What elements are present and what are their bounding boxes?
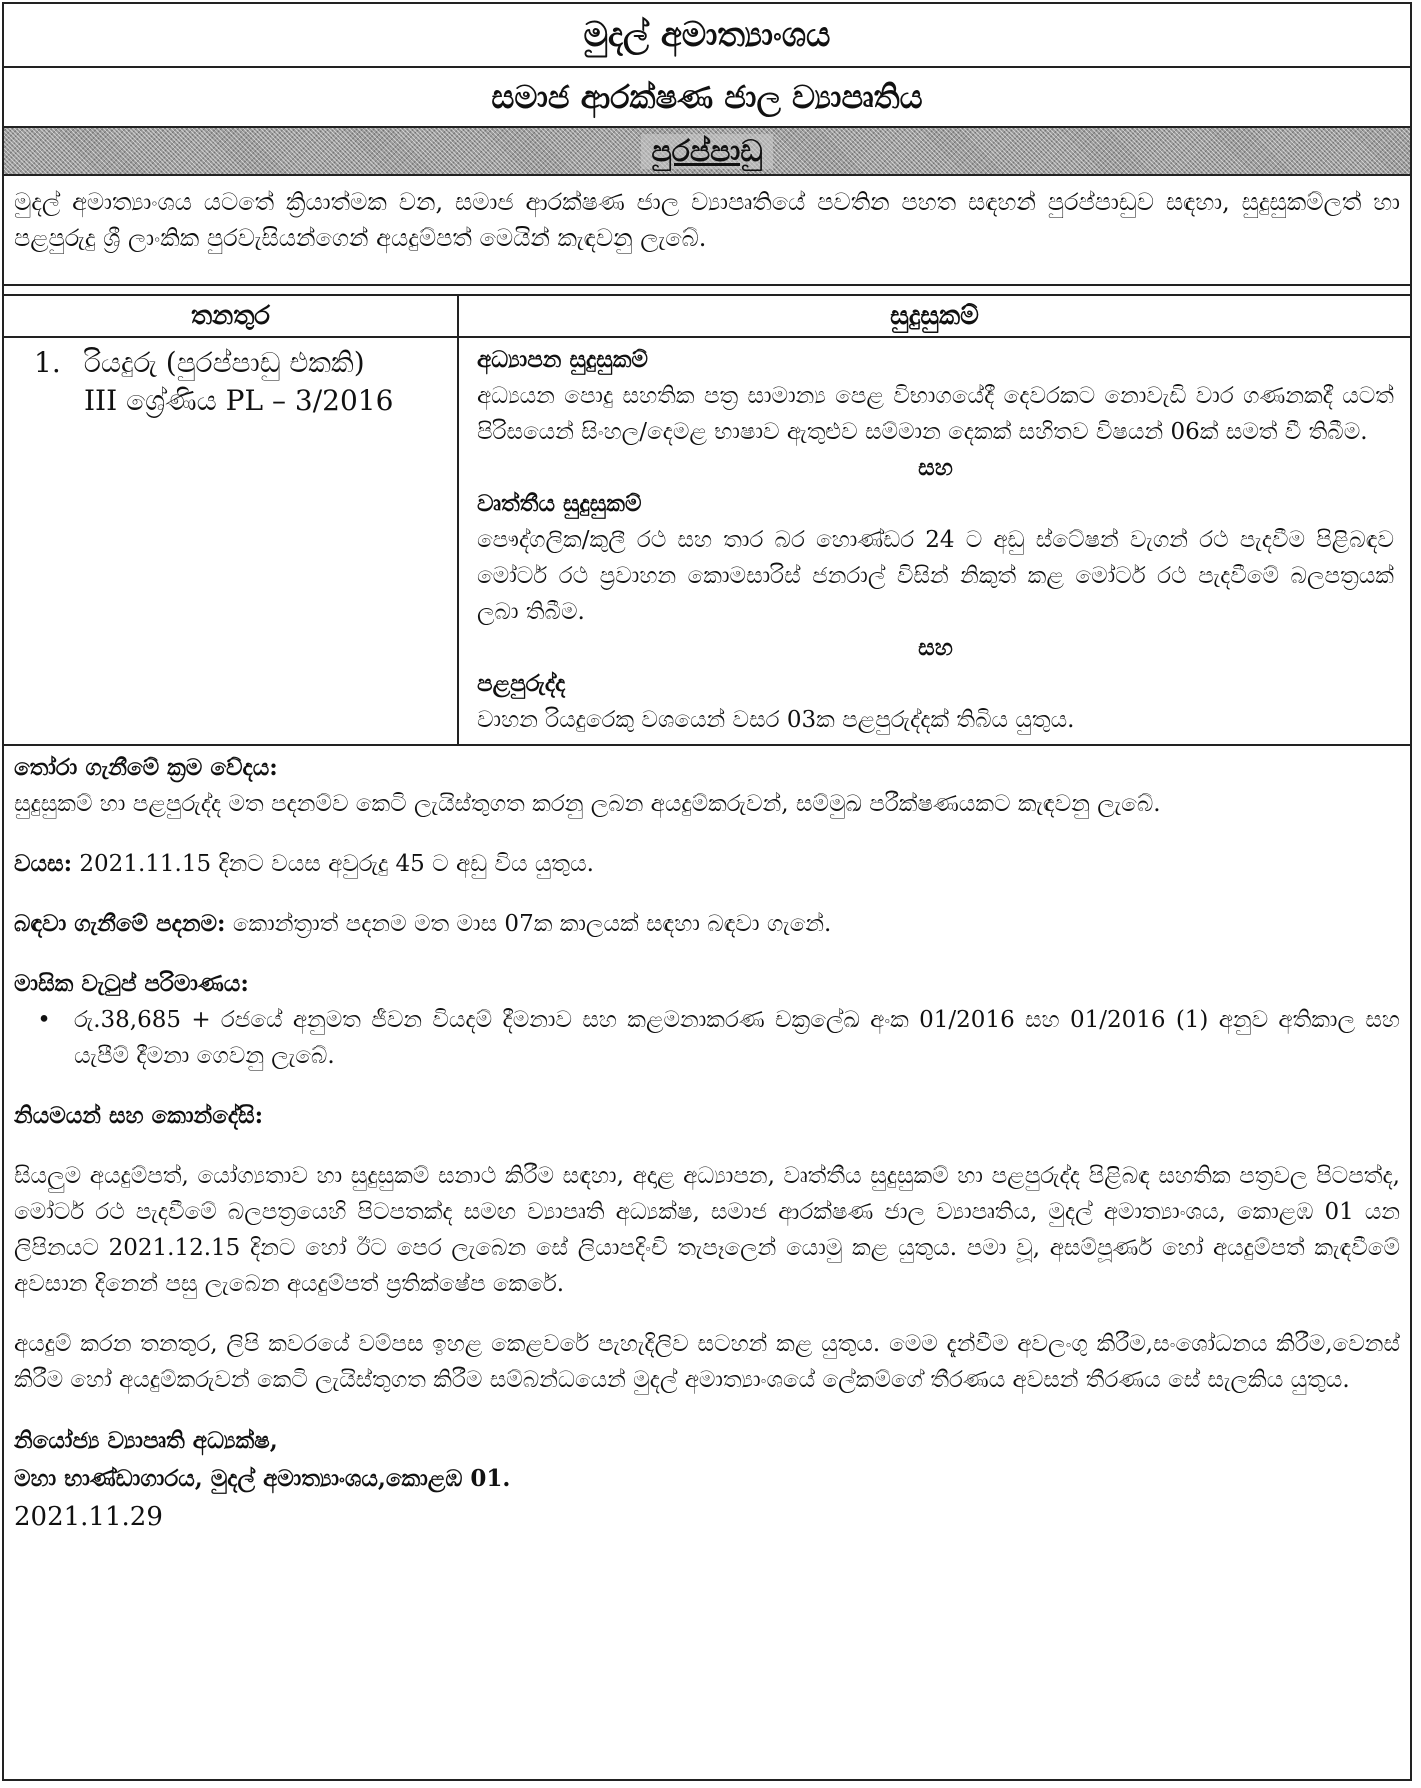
position-header: තනතුර xyxy=(4,296,457,338)
exp-heading: පළපුරුද්ද xyxy=(477,670,566,697)
age-line xyxy=(14,846,1400,882)
prof-text: පෞද්ගලික/කුලී රථ සහ තාර බර හොණ්ඩර 24 ට අඩු ස්ටේෂන් වැගන් රථ පැදවීම පිළිබඳව මෝටර් රථ ප්‍රවාහන කොමසාරිස් ජනරාල් විසින් නිකුත් කළ මෝටර් රථ පැදවීමේ බලපත්‍රයක් ලබා තිබීම. xyxy=(477,527,1394,625)
notice-date: 2021.11.29 xyxy=(14,1502,163,1532)
position-column xyxy=(4,296,459,744)
and-separator: සහ xyxy=(918,634,953,661)
exp-text: වාහන රියදුරෙකු වශයෙන් වසර 03ක පළපුරුද්දක් තිබිය යුතුය. xyxy=(477,707,1075,733)
selection-heading: තෝරා ගැනීමේ ක්‍රම වේදය: xyxy=(14,754,278,781)
salary-heading: මාසික වැටුප් පරිමාණය: xyxy=(14,970,249,997)
recruitment-line xyxy=(14,906,1400,942)
terms-paragraph-2: අයදුම් කරන තනතුර, ලිපි කවරයේ වම්පස ඉහළ කෙළවරේ පැහැදිලිව සටහන් කළ යුතුය. මෙම දැන්වීම අවලංගු කිරීම,සංශෝධනය කිරීම,වෙනස් කිරීම හෝ අයදුම්කරුවන් කෙටි ලැයිස්තුගත කිරීම සම්බන්ධයෙන් මුදල් අමාත්‍යාංශයේ ලේකම්ගේ තීරණය අවසන් තීරණය සේ සැලකිය යුතුය. xyxy=(14,1331,1400,1393)
selection-text: සුදුසුකම් හා පළපුරුද්ද මත පදනම්ව කෙටි ලැයිස්තුගත කරනු ලබන අයදුම්කරුවන්, සම්මුඛ පරීක්ෂණයකට කැඳවනු ලැබේ. xyxy=(14,791,1161,817)
vacancy-table xyxy=(4,296,1410,746)
and-separator: සහ xyxy=(918,454,953,481)
intro-paragraph: මුදල් අමාත්‍යාංශය යටතේ ක්‍රියාත්මක වන, සමාජ ආරක්ෂණ ජාල ව්‍යාපෘතියේ පවතින පහත සඳහන් පුරප්පාඩුව සඳහා, සුදුසුකම්ලත් හා පළපුරුදු ශ්‍රී ලාංකික පුරවැසියන්ගෙන් අයදුම්පත් මෙයින් කැඳවනු ලැබේ. xyxy=(4,176,1410,286)
project-title xyxy=(4,68,1410,128)
vacancy-banner xyxy=(4,128,1410,176)
project-title-text: සමාජ ආරක්ෂණ ජාල ව්‍යාපෘතිය xyxy=(491,77,923,116)
qualifications-header: සුදුසුකම් xyxy=(459,296,1410,338)
ministry-title xyxy=(4,4,1410,68)
position-grade: III ශ්‍රේණිය PL – 3/2016 xyxy=(84,384,394,417)
vacancy-banner-text: පුරප්පාඩු xyxy=(641,134,772,169)
signature-block xyxy=(14,1422,1400,1536)
bullet-icon: • xyxy=(37,1007,51,1033)
signatory-title: නියෝජ්‍ය ව්‍යාපෘති අධ්‍යක්ෂ, xyxy=(14,1427,278,1454)
position-number: 1. xyxy=(34,346,61,379)
ministry-title-text: මුදල් අමාත්‍යාංශය xyxy=(583,15,831,55)
prof-heading: වෘත්තීය සුදුසුකම් xyxy=(477,490,642,517)
terms-paragraph-1: සියලුම අයදුම්පත්, යෝග්‍යතාව හා සුදුසුකම් සනාථ කිරීම සඳහා, අදාළ අධ්‍යාපන, වෘත්තීය සුදුසුකම් හා පළපුරුද්ද පිළිබඳ සහතික පත්‍රවල පිටපත්ද, මෝටර් රථ පැදවීමේ බලපත්‍රයෙහි පිටපතක්ද සමඟ ව්‍යාපෘති අධ්‍යක්ෂ, සමාජ ආරක්ෂණ ජාල ව්‍යාපෘතිය, මුදල් අමාත්‍යාංශය, කොළඹ 01 යන ලිපිනයට 2021.12.15 දිනට හෝ ඊට පෙර ලැබෙන සේ ලියාපදිංචි තැපෑලෙන් යොමු කළ යුතුය. පමා වූ, අසම්පූර්ණ හෝ අයදුම්පත් කැඳවීමේ අවසාන දිනෙන් පසු ලැබෙන අයදුම්පත් ප්‍රතික්ෂේප කෙරේ. xyxy=(14,1163,1400,1297)
qualifications-column xyxy=(459,296,1410,744)
salary-text: රු.38,685 + රජයේ අනුමත ජීවන වියදම් දීමනාව සහ කළමනාකරණ චක්‍රලේඛ අංක 01/2016 සහ 01/2016 (1) අනුව අතිකාල සහ යැපීම් දීමනා ගෙවනු ලැබේ. xyxy=(74,1007,1400,1069)
edu-heading: අධ්‍යාපන සුදුසුකම් xyxy=(477,346,648,373)
signatory-address: මහා භාණ්ඩාගාරය, මුදල් අමාත්‍යාංශය,කොළඹ 01. xyxy=(14,1465,511,1492)
terms-heading: නියමයන් සහ කොන්දේසි: xyxy=(14,1102,264,1129)
position-cell xyxy=(4,338,457,420)
age-text: 2021.11.15 දිනට වයස අවුරුදු 45 ට අඩු විය යුතුය. xyxy=(72,851,594,877)
edu-text: අධ්‍යයන පොදු සහතික පත්‍ර සාමාන්‍ය පෙළ විභාගයේදී දෙවරකට නොවැඩි වාර ගණනකදී යටත් පිරිසයෙන් සිංහල/දෙමළ භාෂාව ඇතුළුව සම්මාන දෙකක් සහිතව විෂයන් 06ක් සමත් වී තිබීම. xyxy=(477,383,1394,445)
notice-page xyxy=(2,2,1412,1781)
recruitment-text: කොන්ත්‍රාත් පදනම මත මාස 07ක කාලයක් සඳහා බඳවා ගැනේ. xyxy=(225,911,832,937)
age-label: වයස: xyxy=(14,850,73,877)
recruitment-label: බඳවා ගැනීමේ පදනම: xyxy=(14,910,226,937)
section-gap xyxy=(4,286,1410,296)
position-name: රියදුරු (පුරප්පාඩු එකකි) xyxy=(84,346,365,379)
notice-body xyxy=(4,746,1410,1536)
salary-item xyxy=(14,1002,1400,1074)
qualifications-cell xyxy=(459,338,1410,744)
